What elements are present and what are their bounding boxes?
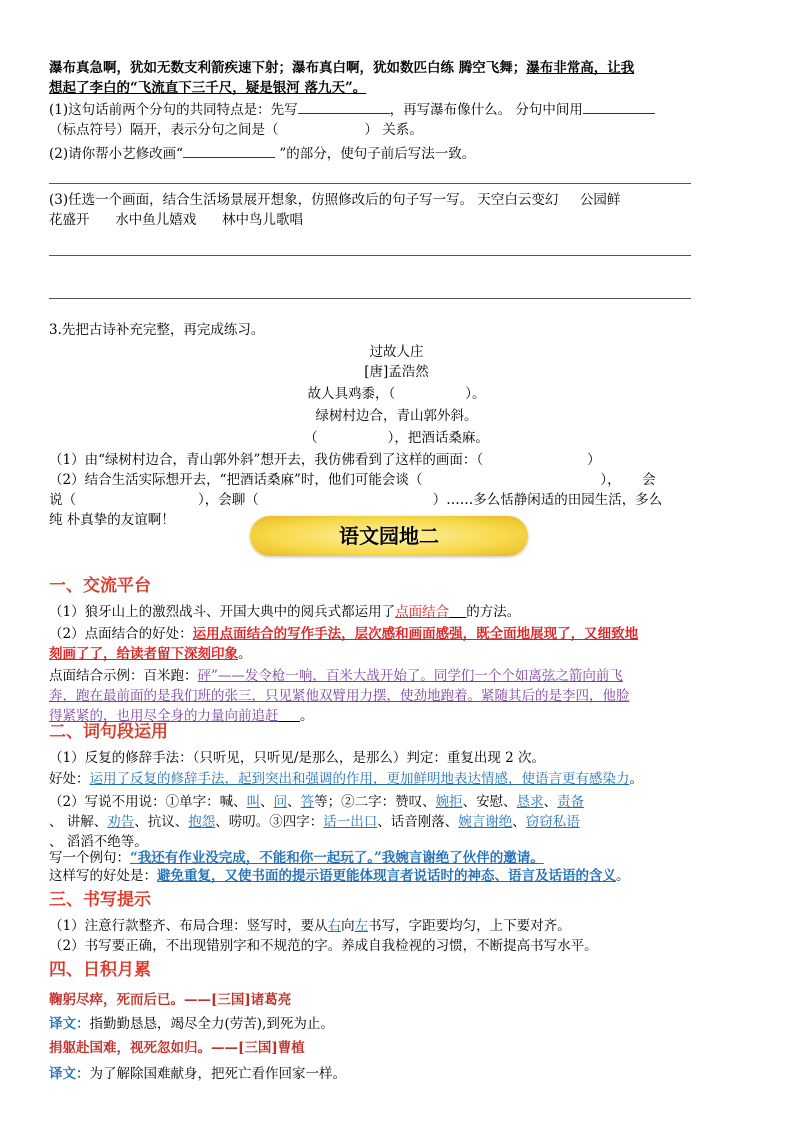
translation-1-text: 指勤勤恳恳，竭尽全力(劳苦),到死为止。 <box>89 1016 334 1032</box>
s2-writing-answer: 避免重复，又使书面的提示语更能体现言者说话时的神态、语言及话语的含义 <box>157 868 616 884</box>
translation-1-label: 译文： <box>49 1016 90 1032</box>
q1-blank-2[interactable] <box>583 113 655 114</box>
section-banner: 语文园地二 <box>250 516 528 556</box>
heading-exchange-platform: 一、交流平台 <box>49 576 151 596</box>
q3-option-fish: 水中鱼儿嬉戏 <box>115 212 197 228</box>
translation-2 <box>49 1064 741 1084</box>
s2-example-label: 写一个例句： <box>49 850 130 866</box>
s2-writing-label: 这样写的好处是： <box>49 868 157 884</box>
s3-item-2: （2）书写要正确，不出现错别字和不规范的字。养成自我检视的习惯，不断提高书写水平。 <box>49 938 598 954</box>
s1-example-label: 点面结合示例：百米跑： <box>49 668 198 684</box>
s1-example-answer-1: 砰”——发令枪一响，百米大战开始了。同学们一个个如离弦之箭向前飞 <box>197 668 623 684</box>
heading-word-sentence-use: 二、词句段运用 <box>49 722 168 742</box>
poem-ex2-text-b: ）， <box>600 472 621 488</box>
poem-line-1 <box>0 384 793 404</box>
question-3 <box>49 190 741 230</box>
poem-ex2-text-c: 会 <box>642 472 656 488</box>
s1-example-answer-3: 得紧紧的，也用尽全身的力量向前追赶 <box>49 708 279 724</box>
passage-part-2: 想起了李白的“飞流直下三千尺，疑是银河 落九天”。 <box>49 80 367 96</box>
answer-line-q2[interactable] <box>49 183 691 184</box>
word-kenqiu: 恳求 <box>516 794 544 810</box>
heading-writing-tips: 三、书写提示 <box>49 890 151 910</box>
s2-item-2-text-f: 、唠叨。③四字： <box>215 814 324 830</box>
s1-item-1-end: 的方法。 <box>466 604 521 620</box>
s2-example <box>49 848 741 868</box>
s2-item-1: （1）反复的修辞手法：（只听见，只听见/是那么，是那么）判定：重复出现 2 次。 <box>49 750 546 766</box>
word-wanyanxiejue: 婉言谢绝 <box>458 814 513 830</box>
q1-text-c: （标点符号）隔开，表示分句之间是（ <box>49 122 279 138</box>
q2-text: (2)请你帮小艺修改画“ <box>49 146 184 162</box>
s1-answer-1: 点面结合 <box>395 604 450 620</box>
poem-ex2-text-d: 说（ <box>49 492 76 508</box>
heading-daily-accumulation: 四、日积月累 <box>49 960 151 980</box>
word-zebei: 责备 <box>557 794 585 810</box>
q3-option-park: 公园鲜 <box>579 192 621 208</box>
waterfall-passage <box>49 58 741 98</box>
s2-benefit-writing <box>49 866 741 886</box>
s1-item-2-label: （2）点面结合的好处： <box>49 626 193 642</box>
q3-option-birds: 林中鸟儿歌唱 <box>222 212 303 228</box>
word-right: 右 <box>327 918 342 934</box>
answer-line-1[interactable] <box>49 255 691 256</box>
poem-line-2: 绿树村边合，青山郭外斜。 <box>315 408 478 424</box>
word-da: 答 <box>300 794 315 810</box>
question-2 <box>49 144 741 164</box>
s2-item-2: （2）写说不用说：①单字：喊、叫、问、答等；②二字：赞叹、婉拒、安慰、恳求、责备 、 讲解、劝告、抗议、抱怨、唠叨。③四字：话一出口、话音刚落、婉言谢绝、窃窃私语 、 滔滔不绝等。 <box>49 794 585 850</box>
word-baoyuan: 抱怨 <box>188 814 216 830</box>
q1-text: (1)这句话前两个分句的共同特点是：先写 <box>49 102 298 118</box>
word-left: 左 <box>354 918 369 934</box>
translation-2-label: 译文： <box>49 1066 90 1082</box>
s1-example-answer-2: 奔，跑在最前面的是我们班的张三，只见紧他双臂用力摆，使劲地跑着。紧随其后的是李四，他脸 <box>49 688 630 704</box>
s1-answer-2b: 刻画了了，给读者留下深刻印象 <box>49 646 238 662</box>
s2-benefit-end: 。 <box>629 771 643 787</box>
s2-item-2-text-d: 、 讲解、 <box>49 814 108 830</box>
s2-item-2-text-g: 、话音刚落、 <box>377 814 459 830</box>
poem-ex2-text-g: 纯 朴真挚的友谊啊！ <box>49 512 175 528</box>
q2-text-b: ”的部分，使句子前后写法一致。 <box>275 146 476 162</box>
s3-item-1-text-c: 书写，字距要均匀，上下要对齐。 <box>368 918 571 934</box>
quote-2: 捐躯赴国难，视死忽如归。——[三国]曹植 <box>49 1040 305 1056</box>
s2-benefit-label: 好处： <box>49 771 90 787</box>
word-wanju: 婉拒 <box>435 794 463 810</box>
poem-exercise-1 <box>49 450 741 470</box>
s1-item-1-text: （1）狼牙山上的激烈战斗、开国大典中的阅兵式都运用了 <box>49 604 396 620</box>
s1-answer-2a: 运用点面结合的写作手法，层次感和画面感强，既全面地展现了，又细致地 <box>192 626 639 642</box>
q1-text-b: ，再写瀑布像什么。 分句中间用 <box>389 102 583 118</box>
q1-blank-1[interactable] <box>298 113 390 114</box>
poem-line-1b: ）。 <box>465 386 486 402</box>
s1-item-2 <box>49 624 741 664</box>
s1-answer-2-end: 。 <box>238 646 252 662</box>
poem-line-3a: （ <box>304 430 318 446</box>
poem-ex2-text: （2）结合生活实际想开去，“把酒话桑麻”时，他们可能会谈（ <box>49 472 423 488</box>
quote-1: 鞠躬尽瘁，死而后已。——[三国]诸葛亮 <box>49 992 292 1008</box>
poem-intro: 3.先把古诗补充完整，再完成练习。 <box>49 322 265 338</box>
question-1 <box>49 100 741 140</box>
word-wen: 问 <box>273 794 288 810</box>
s2-item-2-text-h: 、 滔滔不绝等。 <box>49 834 148 850</box>
answer-line-2[interactable] <box>49 298 691 299</box>
translation-2-text: 为了解除国难献身，把死亡看作回家一样。 <box>89 1066 346 1082</box>
q3-text: (3)任选一个画面，结合生活场景展开想象，仿照修改后的句子写一写。 天空白云变幻 <box>49 192 559 208</box>
q1-text-d: ） 关系。 <box>364 122 423 138</box>
poem-line-3b: ），把酒话桑麻。 <box>387 430 489 446</box>
q2-blank[interactable] <box>183 157 275 158</box>
s1-example-end: 。 <box>299 708 314 724</box>
poem-line-3 <box>0 428 793 448</box>
s2-benefit-answer: 运用了反复的修辞手法，起到突出和强调的作用，更加鲜明地表达情感，使语言更有感染力 <box>89 771 630 787</box>
s1-example <box>49 666 741 726</box>
s2-item-1-benefit <box>49 769 741 789</box>
passage-part-1: 瀑布真急啊，犹如无数支利箭疾速下射；瀑布真白啊，犹如数匹白练 腾空飞舞； <box>49 60 527 76</box>
word-quangao: 劝告 <box>107 814 135 830</box>
s2-item-2-text-c: 、安慰、 <box>462 794 517 810</box>
poem-title: 过故人庄 <box>369 344 424 360</box>
passage-underlined-part: 瀑布非常高，让我 <box>526 60 635 76</box>
word-qieqiesiyu: 窃窃私语 <box>525 814 580 830</box>
s3-item-1-text: （1）注意行款整齐、布局合理：竖写时，要从 <box>49 918 328 934</box>
s3-item-1-text-b: 向 <box>341 918 355 934</box>
s2-example-answer: “我还有作业没完成，不能和你一起玩了。”我婉言谢绝了伙伴的邀请。 <box>130 850 544 866</box>
s2-writing-end: 。 <box>616 868 630 884</box>
s2-item-2-text-e: 、抗议、 <box>134 814 189 830</box>
word-huayichukou: 话一出口 <box>323 814 378 830</box>
s1-item-1 <box>49 602 741 622</box>
poem-ex2-text-f: ）……多么恬静闲适的田园生活，多么 <box>432 492 663 508</box>
poem-author: [唐]孟浩然 <box>364 364 429 380</box>
poem-line-1a: 故人具鸡黍，（ <box>307 386 396 402</box>
poem-ex1-text: （1）由“绿树村边合，青山郭外斜”想开去，我仿佛看到了这样的画面：（ <box>49 452 484 468</box>
s2-item-2-text: （2）写说不用说：①单字：喊、 <box>49 794 247 810</box>
q3-option-park-b: 花盛开 <box>49 212 90 228</box>
poem-ex1-end: ） <box>587 452 601 468</box>
poem-ex2-text-e: ），会聊（ <box>198 492 259 508</box>
translation-1 <box>49 1014 741 1034</box>
s2-item-2-text-b: 等；②二字：赞叹、 <box>314 794 436 810</box>
s3-item-1 <box>49 916 741 936</box>
word-jiao: 叫 <box>246 794 261 810</box>
